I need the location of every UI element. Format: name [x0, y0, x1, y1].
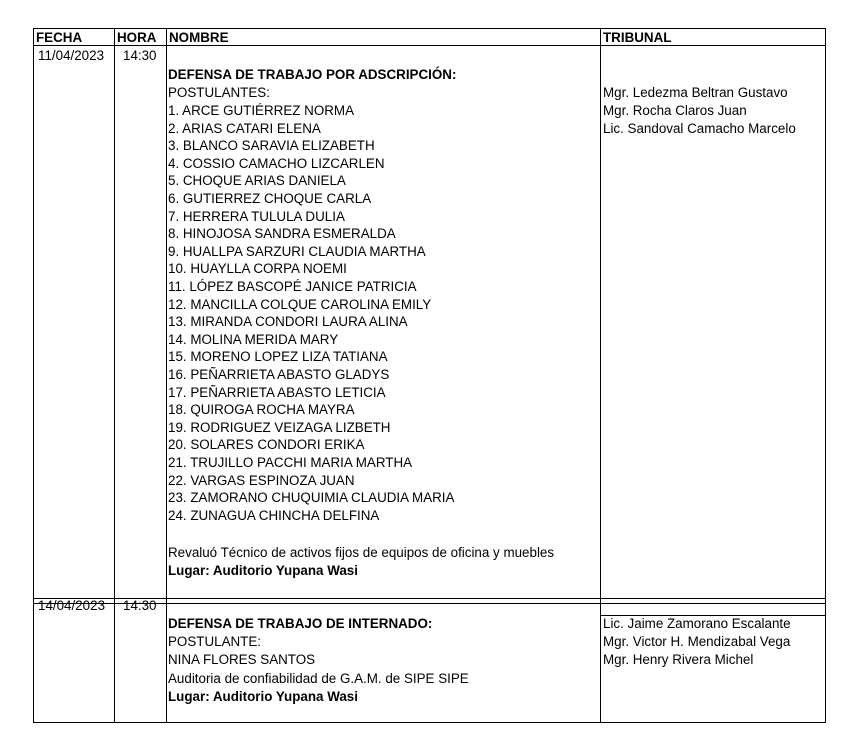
postulantes-label: POSTULANTE: [168, 634, 262, 649]
list-item: 22. VARGAS ESPINOZA JUAN [168, 472, 355, 488]
list-item: Lic. Sandoval Camacho Marcelo [603, 121, 796, 137]
header-nombre: NOMBRE [169, 30, 229, 45]
divider [166, 29, 167, 722]
list-item: Mgr. Ledezma Beltran Gustavo [603, 85, 788, 100]
list-item: 9. HUALLPA SARZURI CLAUDIA MARTHA [168, 243, 426, 259]
list-item: 3. BLANCO SARAVIA ELIZABETH [168, 138, 375, 154]
list-item: 13. MIRANDA CONDORI LAURA ALINA [168, 314, 408, 330]
row-hora: 14:30 [123, 598, 157, 613]
header-tribunal: TRIBUNAL [603, 30, 672, 45]
row-lugar: Lugar: Auditorio Yupana Wasi [168, 563, 358, 578]
list-item: 12. MANCILLA COLQUE CAROLINA EMILY [168, 296, 432, 312]
list-item: Mgr. Rocha Claros Juan [603, 103, 747, 119]
list-item: 17. PEÑARRIETA ABASTO LETICIA [168, 384, 386, 400]
divider [600, 29, 601, 722]
row-title: DEFENSA DE TRABAJO POR ADSCRIPCIÓN: [168, 67, 457, 82]
row-lugar: Lugar: Auditorio Yupana Wasi [168, 689, 358, 704]
list-item: 20. SOLARES CONDORI ERIKA [168, 437, 365, 453]
postulantes-label: POSTULANTES: [168, 85, 270, 100]
row-hora: 14:30 [123, 48, 157, 63]
row-fecha: 11/04/2023 [38, 48, 105, 63]
list-item: 24. ZUNAGUA CHINCHA DELFINA [168, 507, 380, 523]
list-item: 19. RODRIGUEZ VEIZAGA LIZBETH [168, 419, 391, 435]
divider [114, 29, 115, 722]
list-item: 14. MOLINA MERIDA MARY [168, 331, 339, 347]
list-item: 15. MORENO LOPEZ LIZA TATIANA [168, 349, 388, 365]
list-item: 7. HERRERA TULULA DULIA [168, 208, 345, 224]
list-item: Mgr. Henry Rivera Michel [603, 652, 754, 668]
list-item: 18. QUIROGA ROCHA MAYRA [168, 402, 355, 418]
list-item: 10. HUAYLLA CORPA NOEMI [168, 261, 347, 277]
header-fecha: FECHA [36, 30, 83, 45]
list-item: 11. LÓPEZ BASCOPÉ JANICE PATRICIA [168, 279, 417, 294]
list-item: 1. ARCE GUTIÉRREZ NORMA [168, 103, 355, 118]
list-item: Mgr. Victor H. Mendizabal Vega [603, 634, 791, 650]
row-fecha: 14/04/2023 [38, 598, 106, 613]
postulante-name: NINA FLORES SANTOS [168, 652, 316, 667]
list-item: 4. COSSIO CAMACHO LIZCARLEN [168, 155, 385, 171]
row-title: DEFENSA DE TRABAJO DE INTERNADO: [168, 616, 433, 631]
list-item: 5. CHOQUE ARIAS DANIELA [168, 173, 346, 189]
list-item: 2. ARIAS CATARI ELENA [168, 120, 321, 136]
list-item: 16. PEÑARRIETA ABASTO GLADYS [168, 367, 390, 382]
header-hora: HORA [117, 30, 157, 45]
list-item: 21. TRUJILLO PACCHI MARIA MARTHA [168, 455, 413, 470]
row-description: Auditoria de confiabilidad de G.A.M. de SIPE SIPE [168, 671, 469, 686]
list-item: 6. GUTIERREZ CHOQUE CARLA [168, 191, 372, 206]
row-description: Revaluó Técnico de activos fijos de equipos de oficina y muebles [168, 545, 555, 560]
list-item: 23. ZAMORANO CHUQUIMIA CLAUDIA MARIA [168, 490, 455, 506]
schedule-table [33, 28, 826, 723]
list-item: Lic. Jaime Zamorano Escalante [603, 616, 791, 631]
list-item: 8. HINOJOSA SANDRA ESMERALDA [168, 226, 396, 242]
